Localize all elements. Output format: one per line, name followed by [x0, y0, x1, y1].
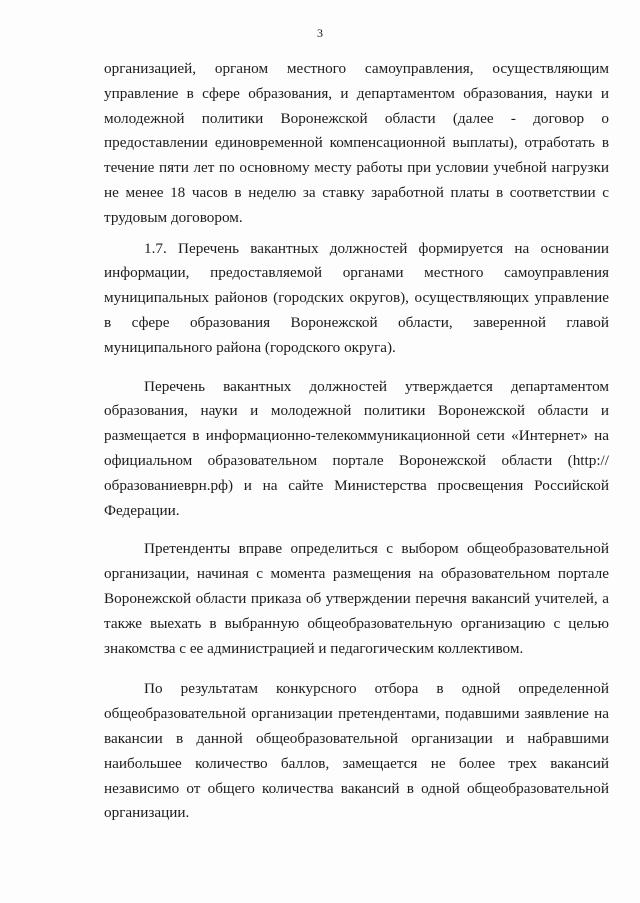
paragraph-vacancy-list: Перечень вакантных должностей утверждается департаментом образования, науки и молодежной политики Воронежской области и размещается в информационно-телекоммуникационной сети «Интернет» на официальном образовательном портале Воронежской области (http://образованиеврн.рф) и на сайте Министерства просвещения Российской Федерации. [104, 377, 609, 519]
page-number: 3 [317, 26, 323, 40]
paragraph-continuation: организацией, органом местного самоуправления, осуществляющим управление в сфере образования, и департаментом образования, науки и молодежной политики Воронежской области (далее - договор о предоставлении единовременной компенсационной выплаты), отработать в течение пяти лет по основному месту работы при условии учебной нагрузки не менее 18 часов в неделю за ставку заработной платы в соответствии с трудовым договором. [104, 60, 609, 226]
paragraph-1-7: 1.7. Перечень вакантных должностей формируется на основании информации, предоставляемой органами местного самоуправления муниципальных районов (городских округов), осуществляющих управление в сфере образования Воронежской области, заверенной главой муниципального района (городского округа). [104, 239, 609, 356]
paragraph-results: По результатам конкурсного отбора в одной определенной общеобразовательной организации претендентами, подавшими заявление на вакансии в данной общеобразовательной организации и набравшими наибольшее количество баллов, замещается не более трех вакансий независимо от общего количества вакансий в одной общеобразовательной организации. [104, 680, 609, 822]
document-body [104, 57, 609, 826]
paragraph-applicants: Претенденты вправе определиться с выбором общеобразовательной организации, начиная с момента размещения на образовательном портале Воронежской области приказа об утверждении перечня вакансий учителей, а также выехать в выбранную общеобразовательную организацию с целью знакомства с ее администрацией и педагогическим коллективом. [104, 540, 609, 657]
